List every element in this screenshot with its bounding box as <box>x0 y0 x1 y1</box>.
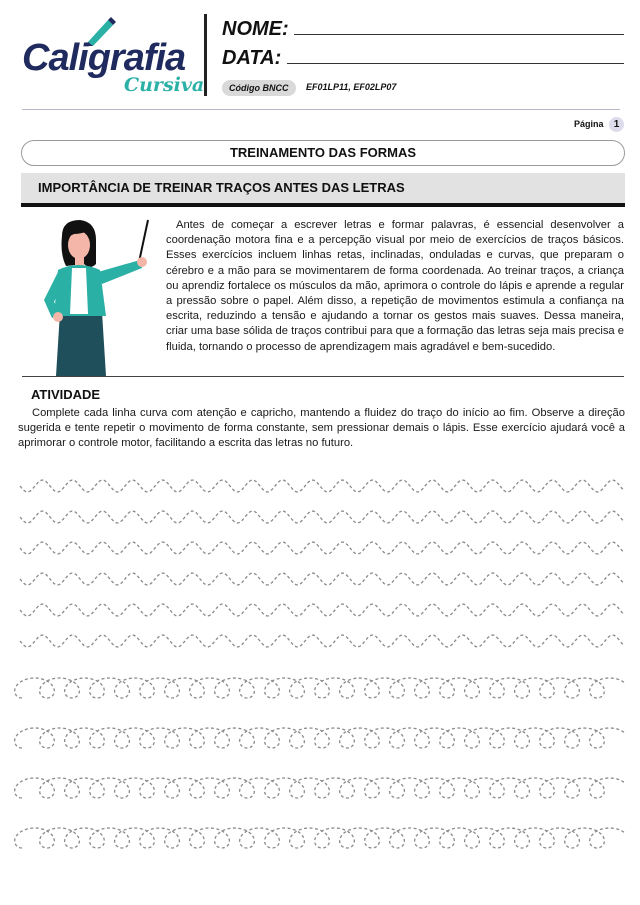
bncc-badge: Código BNCC <box>222 80 296 96</box>
wave-trace-row[interactable] <box>20 573 624 585</box>
loop-trace-row[interactable] <box>15 828 626 848</box>
date-field[interactable] <box>287 63 624 64</box>
name-field[interactable] <box>294 34 624 35</box>
teacher-illustration <box>22 214 162 376</box>
logo-subtitle: Cursiva <box>124 74 205 96</box>
page-label: Página <box>574 119 604 129</box>
wave-trace-row[interactable] <box>20 480 624 492</box>
tracing-exercise[interactable] <box>0 460 640 880</box>
date-label: DATA: <box>222 47 282 69</box>
bncc-codes: EF01LP11, EF02LP07 <box>306 82 397 92</box>
section-header <box>21 173 625 207</box>
intro-paragraph: Antes de começar a escrever letras e formar palavras, é essencial desenvolver a coordenação motora fina e a percepção visual por meio de exercícios de traços básicos. Esses exercícios incluem linhas retas, inclinadas, onduladas e curvas, que preparam o cérebro e a mão para se movimentarem de forma coordenada. Ao treinar traços, a criança ou aprendiz fortalece os músculos da mão, aprimora o controle do lápis e aprende a regular a pressão sobre o papel. Além disso, a repetição de movimentos estimula a confiança na escrita, reduzindo a tensão e ajudando a tornar os gestos mais suaves. Dessa maneira, criar uma base sólida de traços contribui para que a formação das letras seja mais precisa e fluida, tornando o processo de aprendizagem mais agradável e bem-sucedido. <box>166 219 624 353</box>
section-title: IMPORTÂNCIA DE TREINAR TRAÇOS ANTES DAS LETRAS <box>38 180 405 195</box>
intro-rule <box>22 376 624 377</box>
loop-trace-row[interactable] <box>15 678 626 698</box>
brand-logo <box>20 16 205 100</box>
name-label: NOME: <box>222 18 289 40</box>
logo-title: Caligrafia <box>22 37 186 79</box>
header-divider <box>204 14 207 96</box>
loop-trace-row[interactable] <box>15 778 626 798</box>
loop-trace-row[interactable] <box>15 728 626 748</box>
wave-trace-row[interactable] <box>20 635 624 647</box>
activity-title: ATIVIDADE <box>31 387 101 402</box>
wave-trace-row[interactable] <box>20 511 624 523</box>
page-number: 1 <box>609 117 624 132</box>
header-rule <box>22 109 620 110</box>
activity-instructions: Complete cada linha curva com atenção e capricho, mantendo a fluidez do traço do início ao fim. Observe a direção sugerida e tente repetir o movimento de forma constante, sem pressionar demais o lápis. Esse exercício ajudará você a aprimorar o controle motor, facilitando a escrita das letras no futuro. <box>18 407 625 450</box>
wave-trace-row[interactable] <box>20 604 624 616</box>
page-title: TREINAMENTO DAS FORMAS <box>21 140 625 166</box>
wave-trace-row[interactable] <box>20 542 624 554</box>
